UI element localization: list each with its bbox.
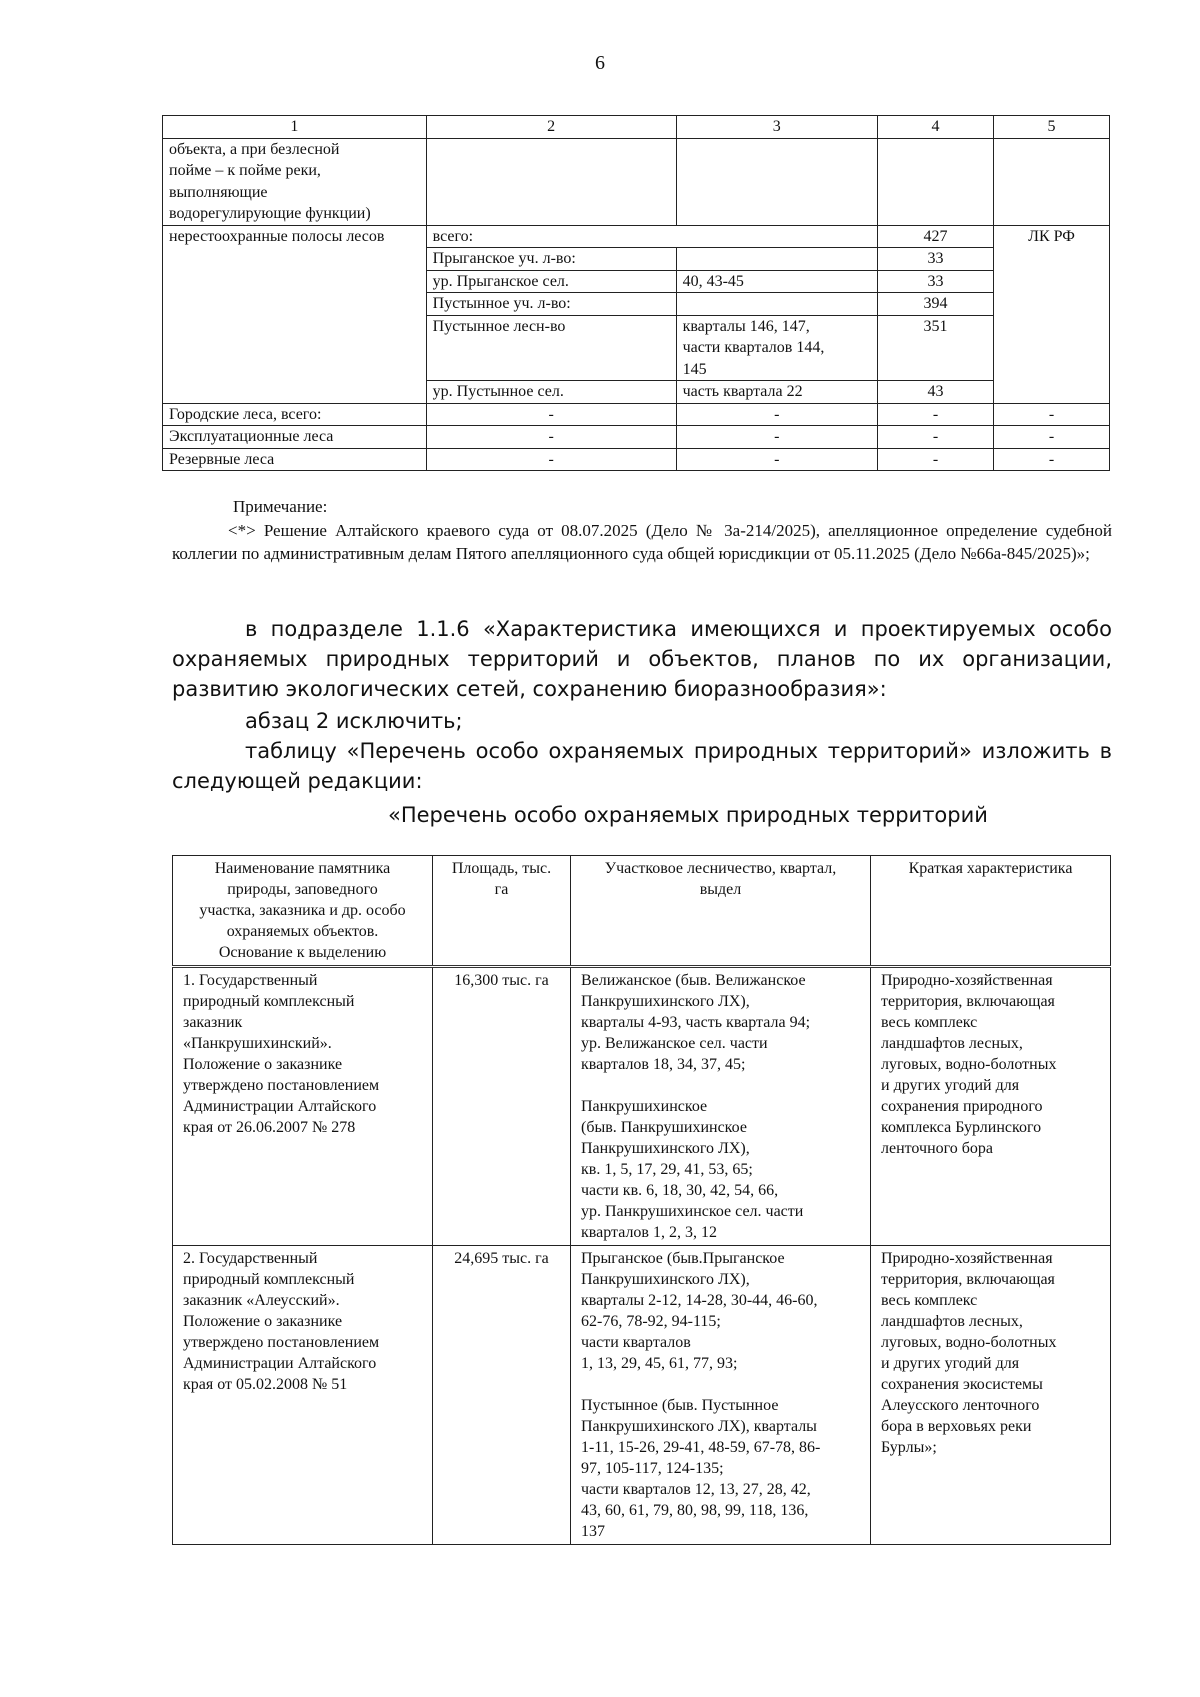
cell-line: территория, включающая — [881, 993, 1055, 1010]
table-cell — [426, 138, 676, 225]
table-cell: - — [993, 448, 1109, 471]
cell-line: Алеусского ленточного — [881, 1397, 1040, 1414]
table-cell — [676, 293, 877, 316]
table-cell — [871, 967, 1111, 1246]
cell-line: 137 — [581, 1523, 605, 1540]
cell-line: ленточного бора — [881, 1140, 994, 1157]
cell-spacer — [581, 1374, 860, 1395]
cell-line: заказник — [183, 1014, 243, 1031]
table-cell: Прыганское уч. л-во: — [426, 248, 676, 271]
table-cell: Пустынное лесн-во — [426, 315, 676, 381]
table-cell: всего: — [426, 225, 877, 248]
cell-line: Панкрушихинского ЛХ), — [581, 993, 750, 1010]
cell-line: Природно-хозяйственная — [881, 1250, 1053, 1267]
cell-line: кварталов 1, 2, 3, 12 — [581, 1224, 717, 1241]
cell-line: 2. Государственный — [183, 1250, 318, 1267]
paragraph-table-edit: таблицу «Перечень особо охраняемых природных территорий» изложить в следующей редакции: — [172, 739, 1112, 793]
table-row — [173, 1246, 1111, 1545]
cell-line: выдел — [699, 881, 742, 898]
cell-line: части кварталов 144, — [682, 339, 825, 356]
cell-line: 1. Государственный — [183, 972, 318, 989]
cell-line: природы, заповедного — [227, 881, 378, 898]
cell-line: Наименование памятника — [214, 860, 391, 877]
cell-line: «Панкрушихинский». — [183, 1035, 332, 1052]
cell-line: утверждено постановлением — [183, 1334, 380, 1351]
table-cell: Городские леса, всего: — [163, 403, 427, 426]
cell-line: части кварталов 12, 13, 27, 28, 42, — [581, 1481, 811, 1498]
column-numbers-row — [163, 116, 1110, 139]
table-cell: - — [993, 426, 1109, 449]
table-cell: 43 — [877, 381, 993, 404]
cell-line: сохранения экосистемы — [881, 1376, 1043, 1393]
table-title: «Перечень особо охраняемых природных территорий — [388, 803, 988, 827]
cell-line: и других угодий для — [881, 1355, 1020, 1372]
table-cell: - — [676, 403, 877, 426]
table-cell: - — [426, 448, 676, 471]
table-row — [163, 403, 1110, 426]
cell-line: 97, 105-117, 124-135; — [581, 1460, 724, 1477]
table-row — [163, 426, 1110, 449]
table-cell — [993, 138, 1109, 225]
col-number: 3 — [676, 116, 877, 139]
page-number: 6 — [595, 52, 605, 74]
table-row — [173, 967, 1111, 1246]
paragraph-exclude: абзац 2 исключить; — [245, 709, 463, 733]
col-number: 1 — [163, 116, 427, 139]
header-cell — [173, 856, 433, 967]
cell-line: Природно-хозяйственная — [881, 972, 1053, 989]
table-row — [163, 138, 1110, 225]
table-cell — [676, 248, 877, 271]
cell-line: кварталы 146, 147, — [682, 317, 810, 335]
table-cell — [173, 967, 433, 1246]
table-cell: - — [877, 448, 993, 471]
cell-line: бора в верховьях реки — [881, 1418, 1032, 1435]
table-cell: 24,695 тыс. га — [433, 1246, 571, 1545]
col-number: 5 — [993, 116, 1109, 139]
cell-line: Администрации Алтайского — [183, 1355, 377, 1372]
table-cell: - — [426, 426, 676, 449]
cell-line: 1, 13, 29, 45, 61, 77, 93; — [581, 1355, 738, 1372]
table-header-row — [173, 856, 1111, 967]
cell-line: комплекса Бурлинского — [881, 1119, 1042, 1136]
header-cell — [871, 856, 1111, 967]
col-number: 4 — [877, 116, 993, 139]
cell-line: территория, включающая — [881, 1271, 1055, 1288]
cell-line: кварталы 4-93, часть квартала 94; — [581, 1014, 811, 1031]
table-cell: нерестоохранные полосы лесов — [163, 225, 427, 403]
cell-line: утверждено постановлением — [183, 1077, 380, 1094]
cell-line: Пустынное (быв. Пустынное — [581, 1397, 779, 1414]
cell-line: участка, заказника и др. особо — [199, 902, 406, 919]
note-text: <*> Решение Алтайского краевого суда от 08.07.2025 (Дело № 3а-214/2025), апелляционное определение судебной коллегии по административным делам Пятого апелляционного суда общей юрисдикции от 05.11.2025 (Дело №66а-845/2025)»; — [172, 521, 1112, 563]
table-cell: 394 — [877, 293, 993, 316]
table-cell — [173, 1246, 433, 1545]
cell-line: ур. Панкрушихинское сел. части — [581, 1203, 804, 1220]
cell-line: ландшафтов лесных, — [881, 1035, 1023, 1052]
cell-line: луговых, водно-болотных — [881, 1334, 1057, 1351]
cell-line: природный комплексный — [183, 1271, 355, 1288]
table-cell: - — [676, 448, 877, 471]
cell-line: части кварталов — [581, 1334, 691, 1351]
cell-line: кв. 1, 5, 17, 29, 41, 53, 65; — [581, 1161, 753, 1178]
cell-line: (быв. Панкрушихинское — [581, 1119, 747, 1136]
table-cell — [676, 315, 877, 381]
table-cell: 40, 43-45 — [676, 270, 877, 293]
cell-line: и других угодий для — [881, 1077, 1020, 1094]
cell-line: кварталы 2-12, 14-28, 30-44, 46-60, — [581, 1292, 818, 1309]
cell-line: заказник «Алеусский». — [183, 1292, 340, 1309]
cell-line: Панкрушихинское — [581, 1098, 708, 1115]
table-cell: Резервные леса — [163, 448, 427, 471]
cell-line: кварталов 18, 34, 37, 45; — [581, 1056, 746, 1073]
table-cell: ур. Пустынное сел. — [426, 381, 676, 404]
cell-line: Панкрушихинского ЛХ), кварталы — [581, 1418, 817, 1435]
table-cell — [163, 138, 427, 225]
cell-line: объекта, а при безлесной — [169, 140, 340, 158]
header-cell — [571, 856, 871, 967]
table-cell: - — [877, 426, 993, 449]
cell-line: Велижанское (быв. Велижанское — [581, 972, 806, 989]
cell-line: Площадь, тыс. — [451, 860, 552, 877]
cell-spacer — [581, 1075, 860, 1096]
cell-line: Бурлы»; — [881, 1439, 937, 1456]
table-cell: - — [676, 426, 877, 449]
header-cell — [433, 856, 571, 967]
note-heading: Примечание: — [233, 497, 328, 516]
protected-areas-table — [172, 855, 1111, 1545]
cell-line: Краткая характеристика — [908, 860, 1073, 877]
table-cell — [877, 138, 993, 225]
cell-line: Положение о заказнике — [183, 1313, 343, 1330]
cell-line: 62-76, 78-92, 94-115; — [581, 1313, 721, 1330]
cell-line: водорегулирующие функции) — [169, 205, 371, 222]
cell-line: Основание к выделению — [218, 944, 387, 961]
cell-line: 1-11, 15-26, 29-41, 48-59, 67-78, 86- — [581, 1439, 821, 1456]
cell-line: весь комплекс — [881, 1014, 978, 1031]
table-cell: - — [993, 403, 1109, 426]
cell-line: Прыганское (быв.Прыганское — [581, 1250, 785, 1267]
cell-line: Администрации Алтайского — [183, 1098, 377, 1115]
cell-line: сохранения природного — [881, 1098, 1043, 1115]
cell-line: природный комплексный — [183, 993, 355, 1010]
table-cell: 33 — [877, 270, 993, 293]
cell-line: луговых, водно-болотных — [881, 1056, 1057, 1073]
cell-line: весь комплекс — [881, 1292, 978, 1309]
table-cell — [571, 1246, 871, 1545]
table-row — [163, 225, 1110, 248]
forest-categories-table — [162, 115, 1110, 471]
cell-line: Панкрушихинского ЛХ), — [581, 1271, 750, 1288]
cell-line: Участковое лесничество, квартал, — [604, 860, 837, 877]
cell-line: пойме – к пойме реки, — [169, 162, 321, 179]
cell-line: Панкрушихинского ЛХ), — [581, 1140, 750, 1157]
table-cell: 33 — [877, 248, 993, 271]
table-cell: 16,300 тыс. га — [433, 967, 571, 1246]
cell-line: выполняющие — [169, 183, 268, 201]
col-number: 2 — [426, 116, 676, 139]
table-cell — [871, 1246, 1111, 1545]
cell-line: ур. Велижанское сел. части — [581, 1035, 768, 1052]
table-cell: - — [426, 403, 676, 426]
table-cell: часть квартала 22 — [676, 381, 877, 404]
cell-line: га — [494, 881, 509, 898]
table-cell: Пустынное уч. л-во: — [426, 293, 676, 316]
table-cell — [571, 967, 871, 1246]
cell-line: Положение о заказнике — [183, 1056, 343, 1073]
table-row — [163, 448, 1110, 471]
table-cell — [676, 138, 877, 225]
table-cell: ур. Прыганское сел. — [426, 270, 676, 293]
cell-line: края от 05.02.2008 № 51 — [183, 1376, 348, 1393]
cell-line: 43, 60, 61, 79, 80, 98, 99, 118, 136, — [581, 1502, 809, 1519]
table-cell: 427 — [877, 225, 993, 248]
cell-line: края от 26.06.2007 № 278 — [183, 1119, 356, 1136]
table-cell: - — [877, 403, 993, 426]
cell-line: охраняемых объектов. — [226, 923, 379, 940]
cell-line: 145 — [682, 360, 707, 378]
cell-line: ландшафтов лесных, — [881, 1313, 1023, 1330]
table-cell: 351 — [877, 315, 993, 381]
table-cell: Эксплуатационные леса — [163, 426, 427, 449]
cell-line: части кв. 6, 18, 30, 42, 54, 66, — [581, 1182, 779, 1199]
table-cell: ЛК РФ — [993, 225, 1109, 403]
paragraph-subsection: в подразделе 1.1.6 «Характеристика имеющихся и проектируемых особо охраняемых природных территорий и объектов, планов по их организации, развитию экологических сетей, сохранению биоразнообразия»: — [172, 617, 1112, 701]
